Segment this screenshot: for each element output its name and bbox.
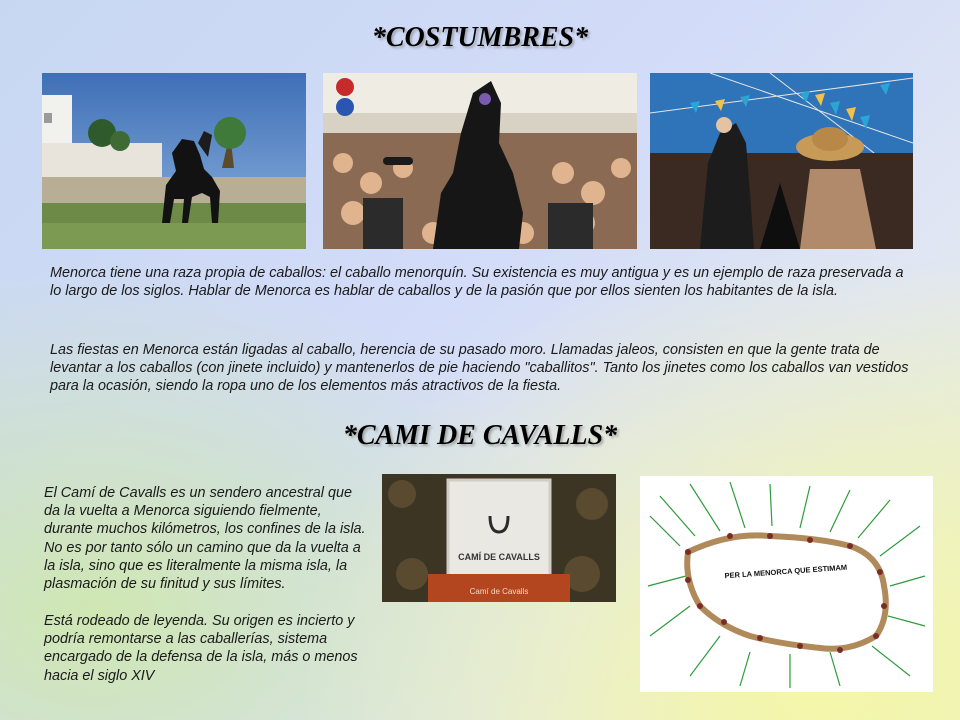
costumbres-paragraph-1: Menorca tiene una raza propia de caballos: el caballo menorquín. Su existencia es muy antigua y es un ejemplo de raza preservada a lo largo de los siglos. Hablar de Menorca es hablar de caballos y de la pasión que por ellos sienten los habitantes de la isla.: [50, 265, 904, 300]
map-banner-text: PER LA MENORCA QUE ESTIMAM: [724, 562, 848, 581]
marker-sign-text: CAMÍ DE CAVALLS: [458, 552, 540, 562]
photo-festival-crowd: [323, 73, 637, 249]
marker-post-text: Camí de Cavalls: [469, 587, 529, 596]
section-title-costumbres: *COSTUMBRES*: [371, 22, 589, 53]
costumbres-paragraph-2: Las fiestas en Menorca están ligadas al caballo, herencia de su pasado moro. Llamadas jaleos, consisten en que la gente trata de levantar a los caballos (con jinete incluido) y mantenerlos de pie haciendo "caballitos". Tanto los jinetes como los caballos van vestidos para la ocasión, siendo la ropa uno de los elementos más atractivos de la fiesta.: [50, 342, 909, 395]
section-title-cami-de-cavalls: *CAMI DE CAVALLS*: [342, 420, 618, 451]
cami-paragraph-1: El Camí de Cavalls es un sendero ancestral que da la vuelta a Menorca siguiendo fielmente, durante muchos kilómetros, los confines de la isla. No es por tanto sólo un camino que da la vuelta a la isla, sino que es literalmente la misma isla, la plasmación de su finitud y sus límites.: [44, 485, 366, 593]
map-cami-de-cavalls: [640, 476, 933, 692]
photo-cami-marker: [382, 474, 616, 602]
photo-rider-flags: [650, 73, 913, 249]
cami-paragraph-2: Está rodeado de leyenda. Su origen es incierto y podría remontarse a las caballerías, sistema encargado de la defensa de la isla, más o menos hacia el siglo XIV: [44, 613, 358, 684]
photo-horse-field: [42, 73, 306, 249]
